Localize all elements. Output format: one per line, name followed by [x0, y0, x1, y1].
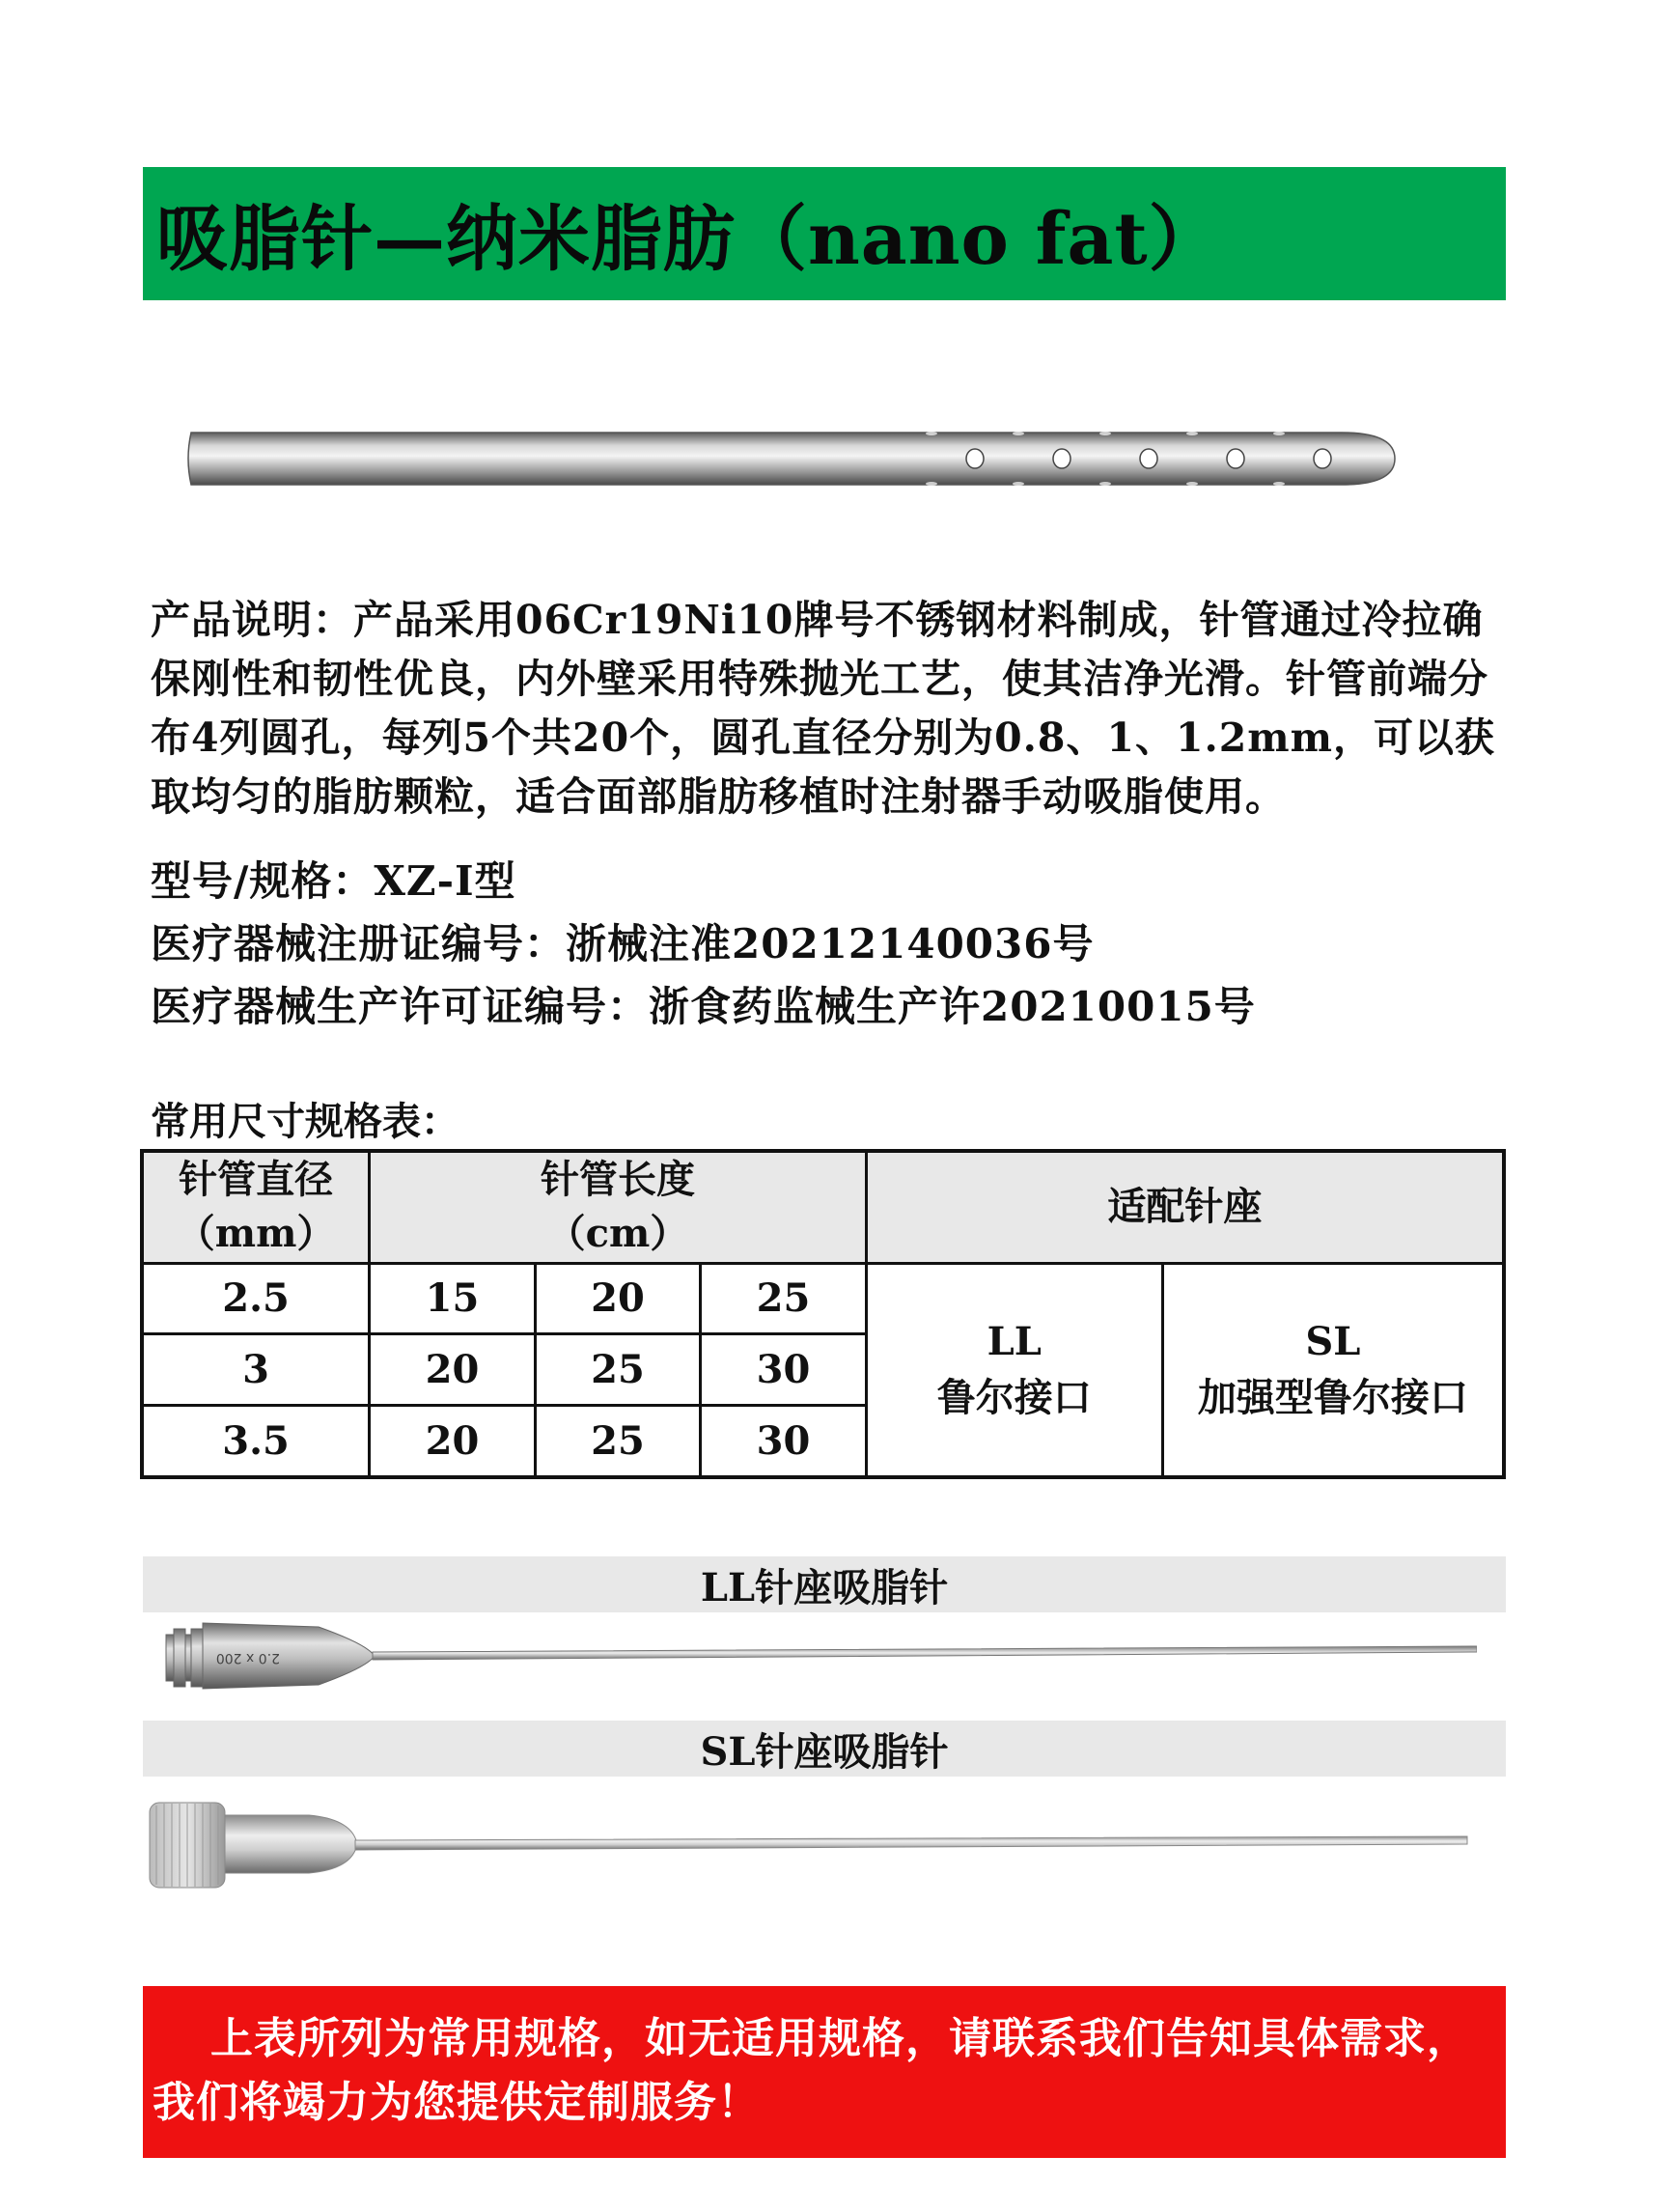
header-hub: 适配针座 — [866, 1151, 1504, 1263]
ll-hub-marking: 2.0 x 200 — [215, 1650, 280, 1666]
hub-ll-cell: LL 鲁尔接口 — [866, 1263, 1162, 1477]
header-diameter: 针管直径 （mm） — [142, 1151, 370, 1263]
length-cell: 20 — [535, 1263, 701, 1334]
ll-needle-image — [145, 1617, 1477, 1694]
diameter-cell: 3.5 — [142, 1406, 370, 1478]
custom-service-notice — [143, 1986, 1506, 2158]
sl-needle-label: SL针座吸脂针 — [143, 1721, 1506, 1777]
length-cell: 30 — [701, 1334, 867, 1406]
length-cell: 30 — [701, 1406, 867, 1478]
diameter-cell: 3 — [142, 1334, 370, 1406]
registration-number: 医疗器械注册证编号：浙械注准20212140036号 — [151, 920, 1095, 967]
length-cell: 25 — [535, 1334, 701, 1406]
page-title: 吸脂针—纳米脂肪（nano fat） — [156, 198, 1221, 281]
size-spec-table — [140, 1149, 1506, 1479]
sl-needle-image — [145, 1798, 1477, 1894]
length-cell: 15 — [370, 1263, 536, 1334]
length-cell: 20 — [370, 1406, 536, 1478]
length-cell: 20 — [370, 1334, 536, 1406]
length-cell: 25 — [701, 1263, 867, 1334]
production-license: 医疗器械生产许可证编号：浙食药监械生产许20210015号 — [151, 983, 1256, 1030]
hub-sl-cell: SL 加强型鲁尔接口 — [1162, 1263, 1504, 1477]
cannula-tip-image — [183, 425, 1400, 492]
header-length: 针管长度 （cm） — [370, 1151, 867, 1263]
title-banner — [143, 167, 1506, 300]
model-spec: 型号/规格：XZ-I型 — [151, 857, 516, 905]
notice-text: 上表所列为常用规格，如无适用规格，请联系我们告知具体需求，我们将竭力为您提供定制服务！ — [153, 2014, 1470, 2127]
table-row — [142, 1263, 1504, 1334]
table-caption: 常用尺寸规格表： — [151, 1099, 459, 1144]
length-cell: 25 — [535, 1406, 701, 1478]
table-header-row — [142, 1151, 1504, 1263]
ll-needle-label: LL针座吸脂针 — [143, 1556, 1506, 1612]
product-description: 产品说明：产品采用06Cr19Ni10牌号不锈钢材料制成，针管通过冷拉确保刚性和韧性优良，内外壁采用特殊抛光工艺，使其洁净光滑。针管前端分布4列圆孔，每列5个共20个，圆孔直径分别为0.8、1、1.2mm，可以获取均匀的脂肪颗粒，适合面部脂肪移植时注射器手动吸脂使用。 — [151, 597, 1496, 820]
diameter-cell: 2.5 — [142, 1263, 370, 1334]
